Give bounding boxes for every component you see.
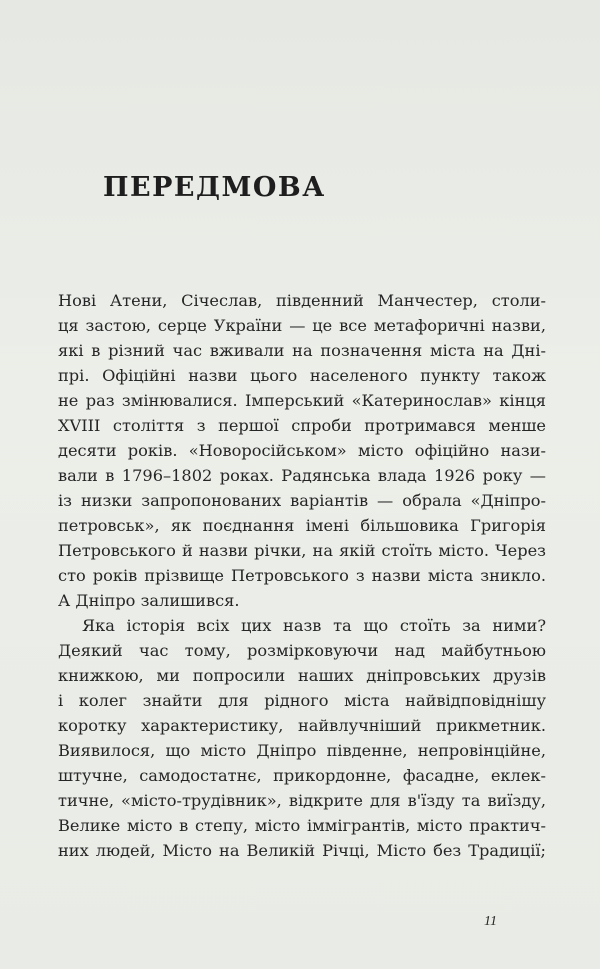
text-line: XVIII століття з першої спроби протримався менше [58, 416, 546, 435]
text-line: А Дніпро залишився. [58, 591, 240, 610]
text-line: ця застою, серце України — це все метафоричні назви, [58, 316, 546, 335]
text-line: які в різний час вживали на позначення міста на Дні- [58, 341, 546, 360]
text-line: Петровського й назви річки, на якій стоїть місто. Через [58, 541, 546, 560]
text-line: Яка історія всіх цих назв та що стоїть за ними? [82, 616, 546, 635]
text-line: штучне, самодостатнє, прикордонне, фасадне, еклек- [58, 766, 546, 785]
text-line: із низки запропонованих варіантів — обрала «Дніпро- [58, 491, 546, 510]
text-line: вали в 1796–1802 роках. Радянська влада 1926 року — [58, 466, 546, 485]
chapter-heading: ПЕРЕДМОВА [103, 172, 326, 203]
text-line: тичне, «місто-трудівник», відкрите для в'їзду та виїзду, [58, 791, 546, 810]
text-line: прі. Офіційні назви цього населеного пункту також [58, 366, 546, 385]
text-line: коротку характеристику, найвлучніший прикметник. [58, 716, 546, 735]
text-line: Нові Атени, Січеслав, південний Манчестер, столи- [58, 291, 546, 310]
text-line: і колег знайти для рідного міста найвідповіднішу [58, 691, 546, 710]
text-line: книжкою, ми попросили наших дніпровських друзів [58, 666, 546, 685]
text-line: не раз змінювалися. Імперський «Катеринослав» кінця [58, 391, 546, 410]
text-line: Деякий час тому, розмірковуючи над майбутньою [58, 641, 546, 660]
text-line: них людей, Місто на Великій Річці, Місто без Традиції; [58, 841, 546, 860]
text-line: десяти років. «Новоросійськом» місто офіційно нази- [58, 441, 546, 460]
body-text [58, 288, 546, 863]
text-line: Виявилося, що місто Дніпро південне, непровінційне, [58, 741, 546, 760]
text-line: петровськ», як поєднання імені більшовика Григорія [58, 516, 546, 535]
text-line: сто років прізвище Петровського з назви міста зникло. [58, 566, 546, 585]
page-number: 11 [484, 914, 497, 929]
text-line: Велике місто в степу, місто іммігрантів, місто практич- [58, 816, 546, 835]
